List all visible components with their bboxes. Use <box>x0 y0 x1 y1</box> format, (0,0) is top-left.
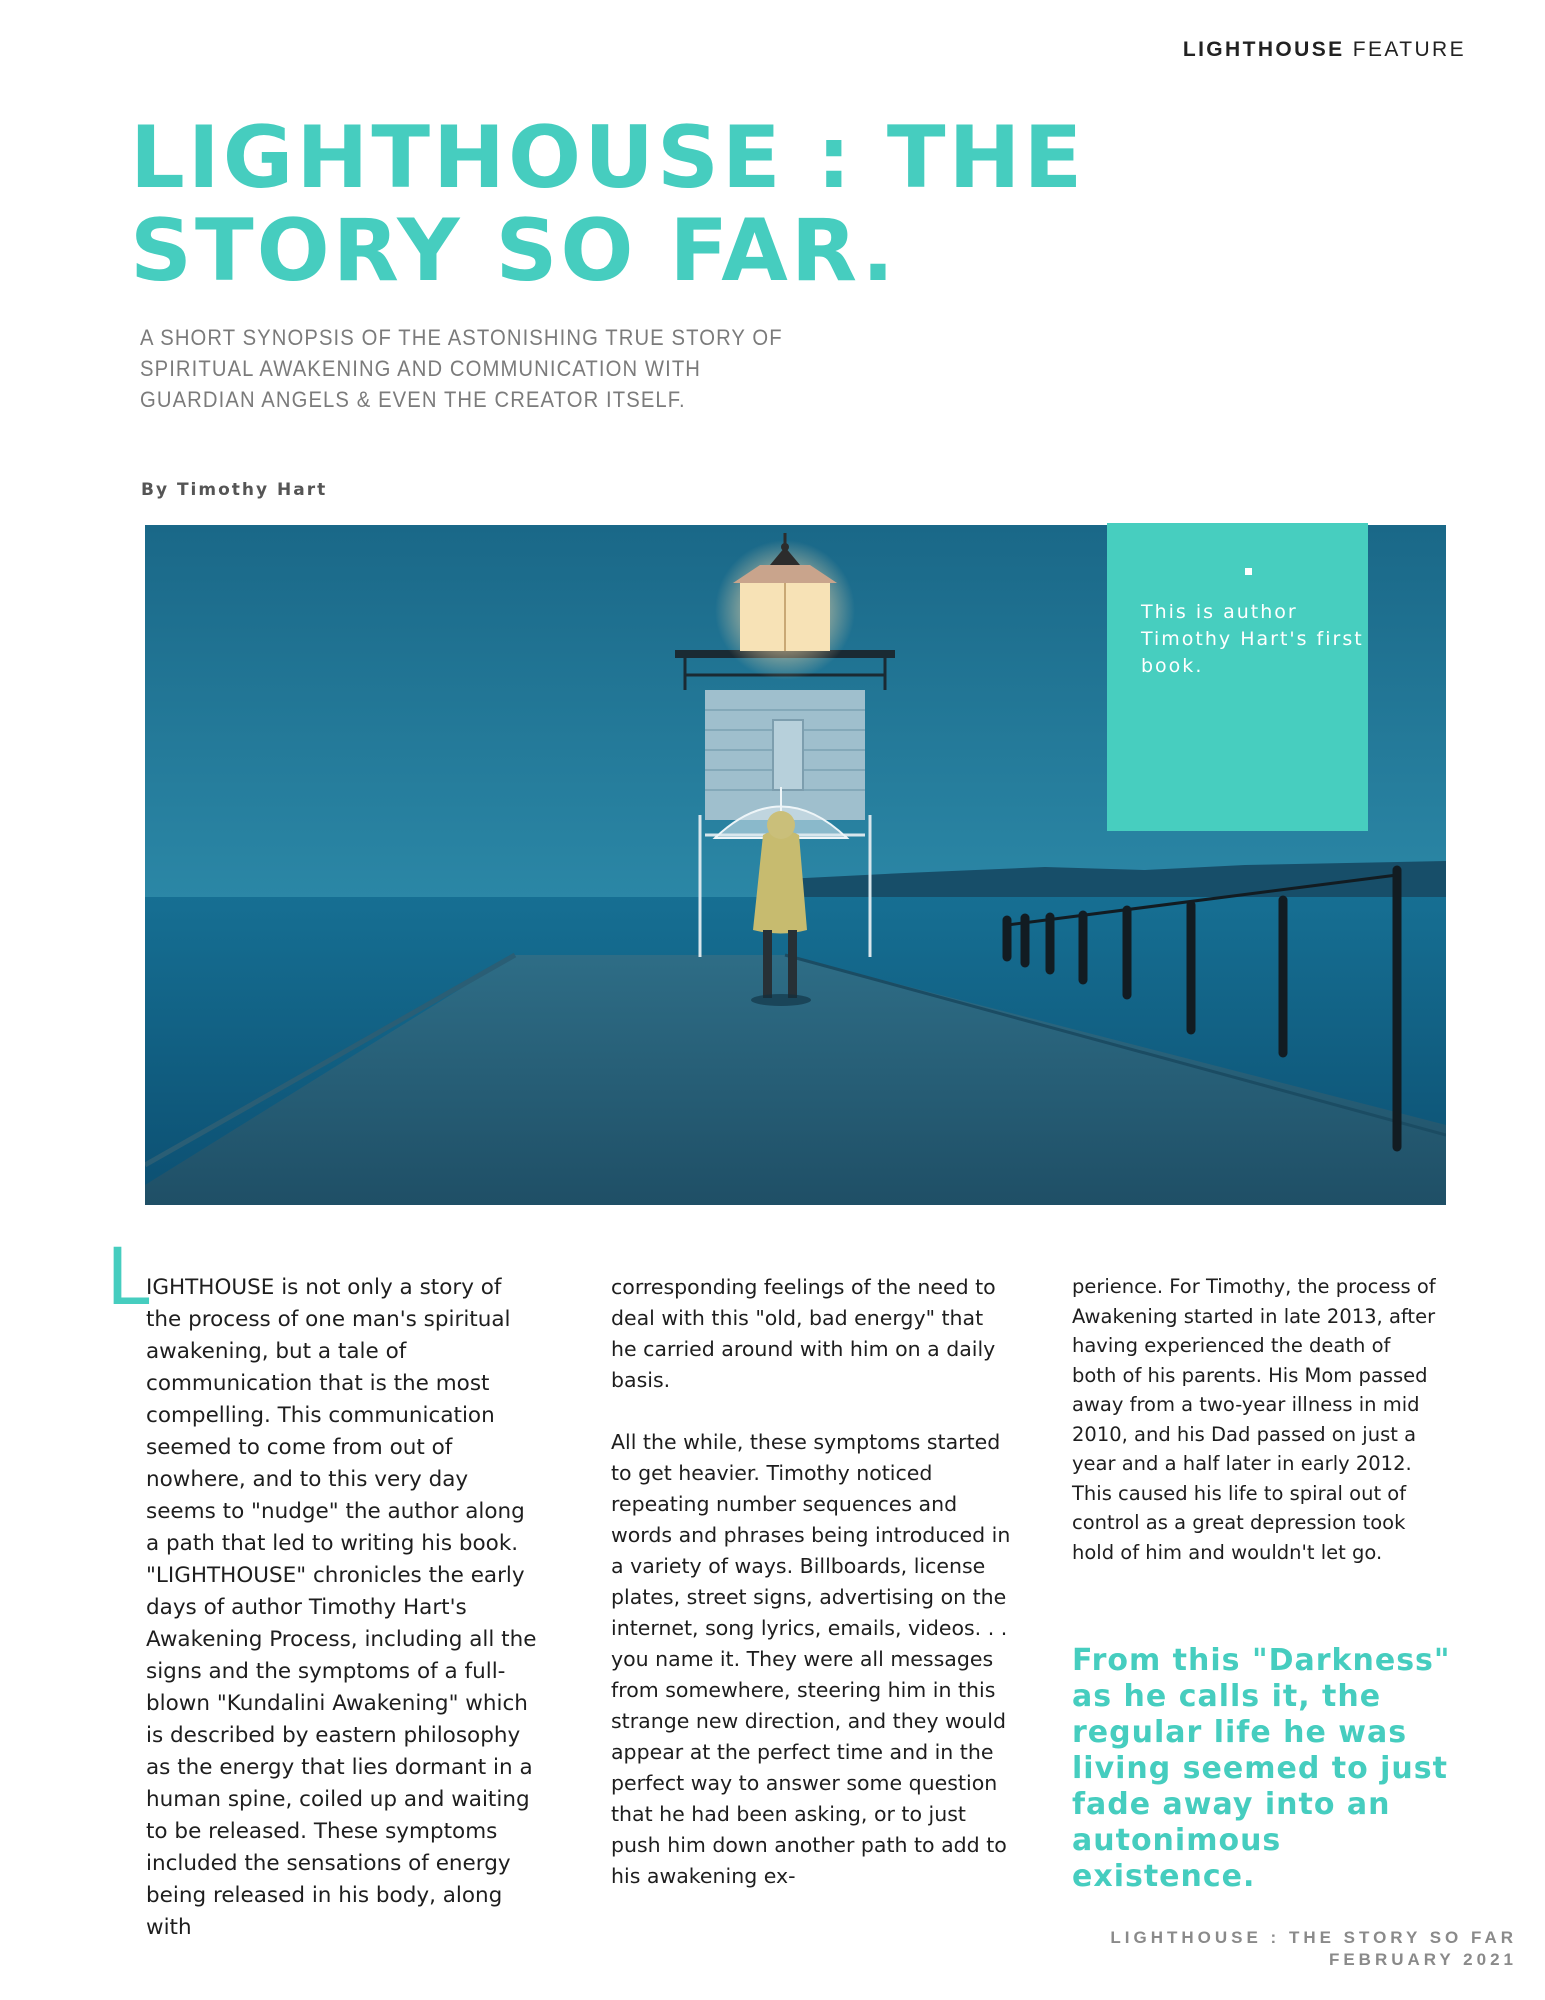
byline: By Timothy Hart <box>141 480 328 500</box>
article-subtitle: A SHORT SYNOPSIS OF THE ASTONISHING TRUE STORY OF SPIRITUAL AWAKENING AND COMMUNICATION WITH GUARDIAN ANGELS & EVEN THE CREATOR ITSELF. <box>140 325 783 412</box>
pull-quote: From this "Darkness" as he calls it, the regular life he was living seemed to just fade away into an autonimous existence. <box>1072 1643 1451 1894</box>
callout-text: This is author Timothy Hart's first book. <box>1141 601 1364 677</box>
footer-date: FEBRUARY 2021 <box>1328 1950 1517 1969</box>
section-tag-bold: LIGHTHOUSE <box>1182 38 1345 61</box>
page-footer <box>1110 1927 1517 1971</box>
body-column-2 <box>611 1272 1011 1892</box>
callout-box <box>1107 523 1368 831</box>
article-title <box>130 108 1130 301</box>
body-paragraph: perience. For Timothy, the process of Awakening started in late 2013, after having experienced the death of both of his parents. His Mom passed away from a two-year illness in mid 2010, and his Dad passed on just a year and a half later in early 2012. This caused his life to spiral out of control as a great depression took hold of him and wouldn't let go. <box>1072 1275 1436 1564</box>
section-tag <box>1183 38 1466 62</box>
callout-dot-icon <box>1245 568 1252 575</box>
section-tag-rest: FEATURE <box>1344 38 1466 61</box>
article-title-line1: LIGHTHOUSE : THE <box>130 108 1086 208</box>
body-paragraph: IGHTHOUSE is not only a story of the process of one man's spiritual awakening, but a tale of communication that is the most compelling. This communication seemed to come from out of nowhere, and to this very day seems to "nudge" the author along a path that led to writing his book. "LIGHTHOUSE" chronicles the early days of author Timothy Hart's Awakening Process, including all the signs and the symptoms of a full-blown "Kundalini Awakening" which is described by eastern philosophy as the energy that lies dormant in a human spine, coiled up and waiting to be released. These symptoms included the sensations of energy being released in his body, along with <box>146 1275 537 1940</box>
article-title-line2: STORY SO FAR. <box>130 201 898 301</box>
footer-title: LIGHTHOUSE : THE STORY SO FAR <box>1110 1928 1517 1947</box>
body-paragraph: All the while, these symptoms started to get heavier. Timothy noticed repeating number sequences and words and phrases being introduced in a variety of ways. Billboards, license plates, street signs, advertising on the internet, song lyrics, emails, videos. . . you name it. They were all messages from somewhere, steering him in this strange new direction, and they would appear at the perfect time and in the perfect way to answer some question that he had been asking, or to just push him down another path to add to his awakening ex- <box>611 1430 1011 1888</box>
drop-cap: L <box>106 1233 150 1323</box>
body-column-1 <box>146 1272 538 1944</box>
body-column-3 <box>1072 1272 1437 1567</box>
body-paragraph: corresponding feelings of the need to deal with this "old, bad energy" that he carried around with him on a daily basis. <box>611 1275 996 1392</box>
